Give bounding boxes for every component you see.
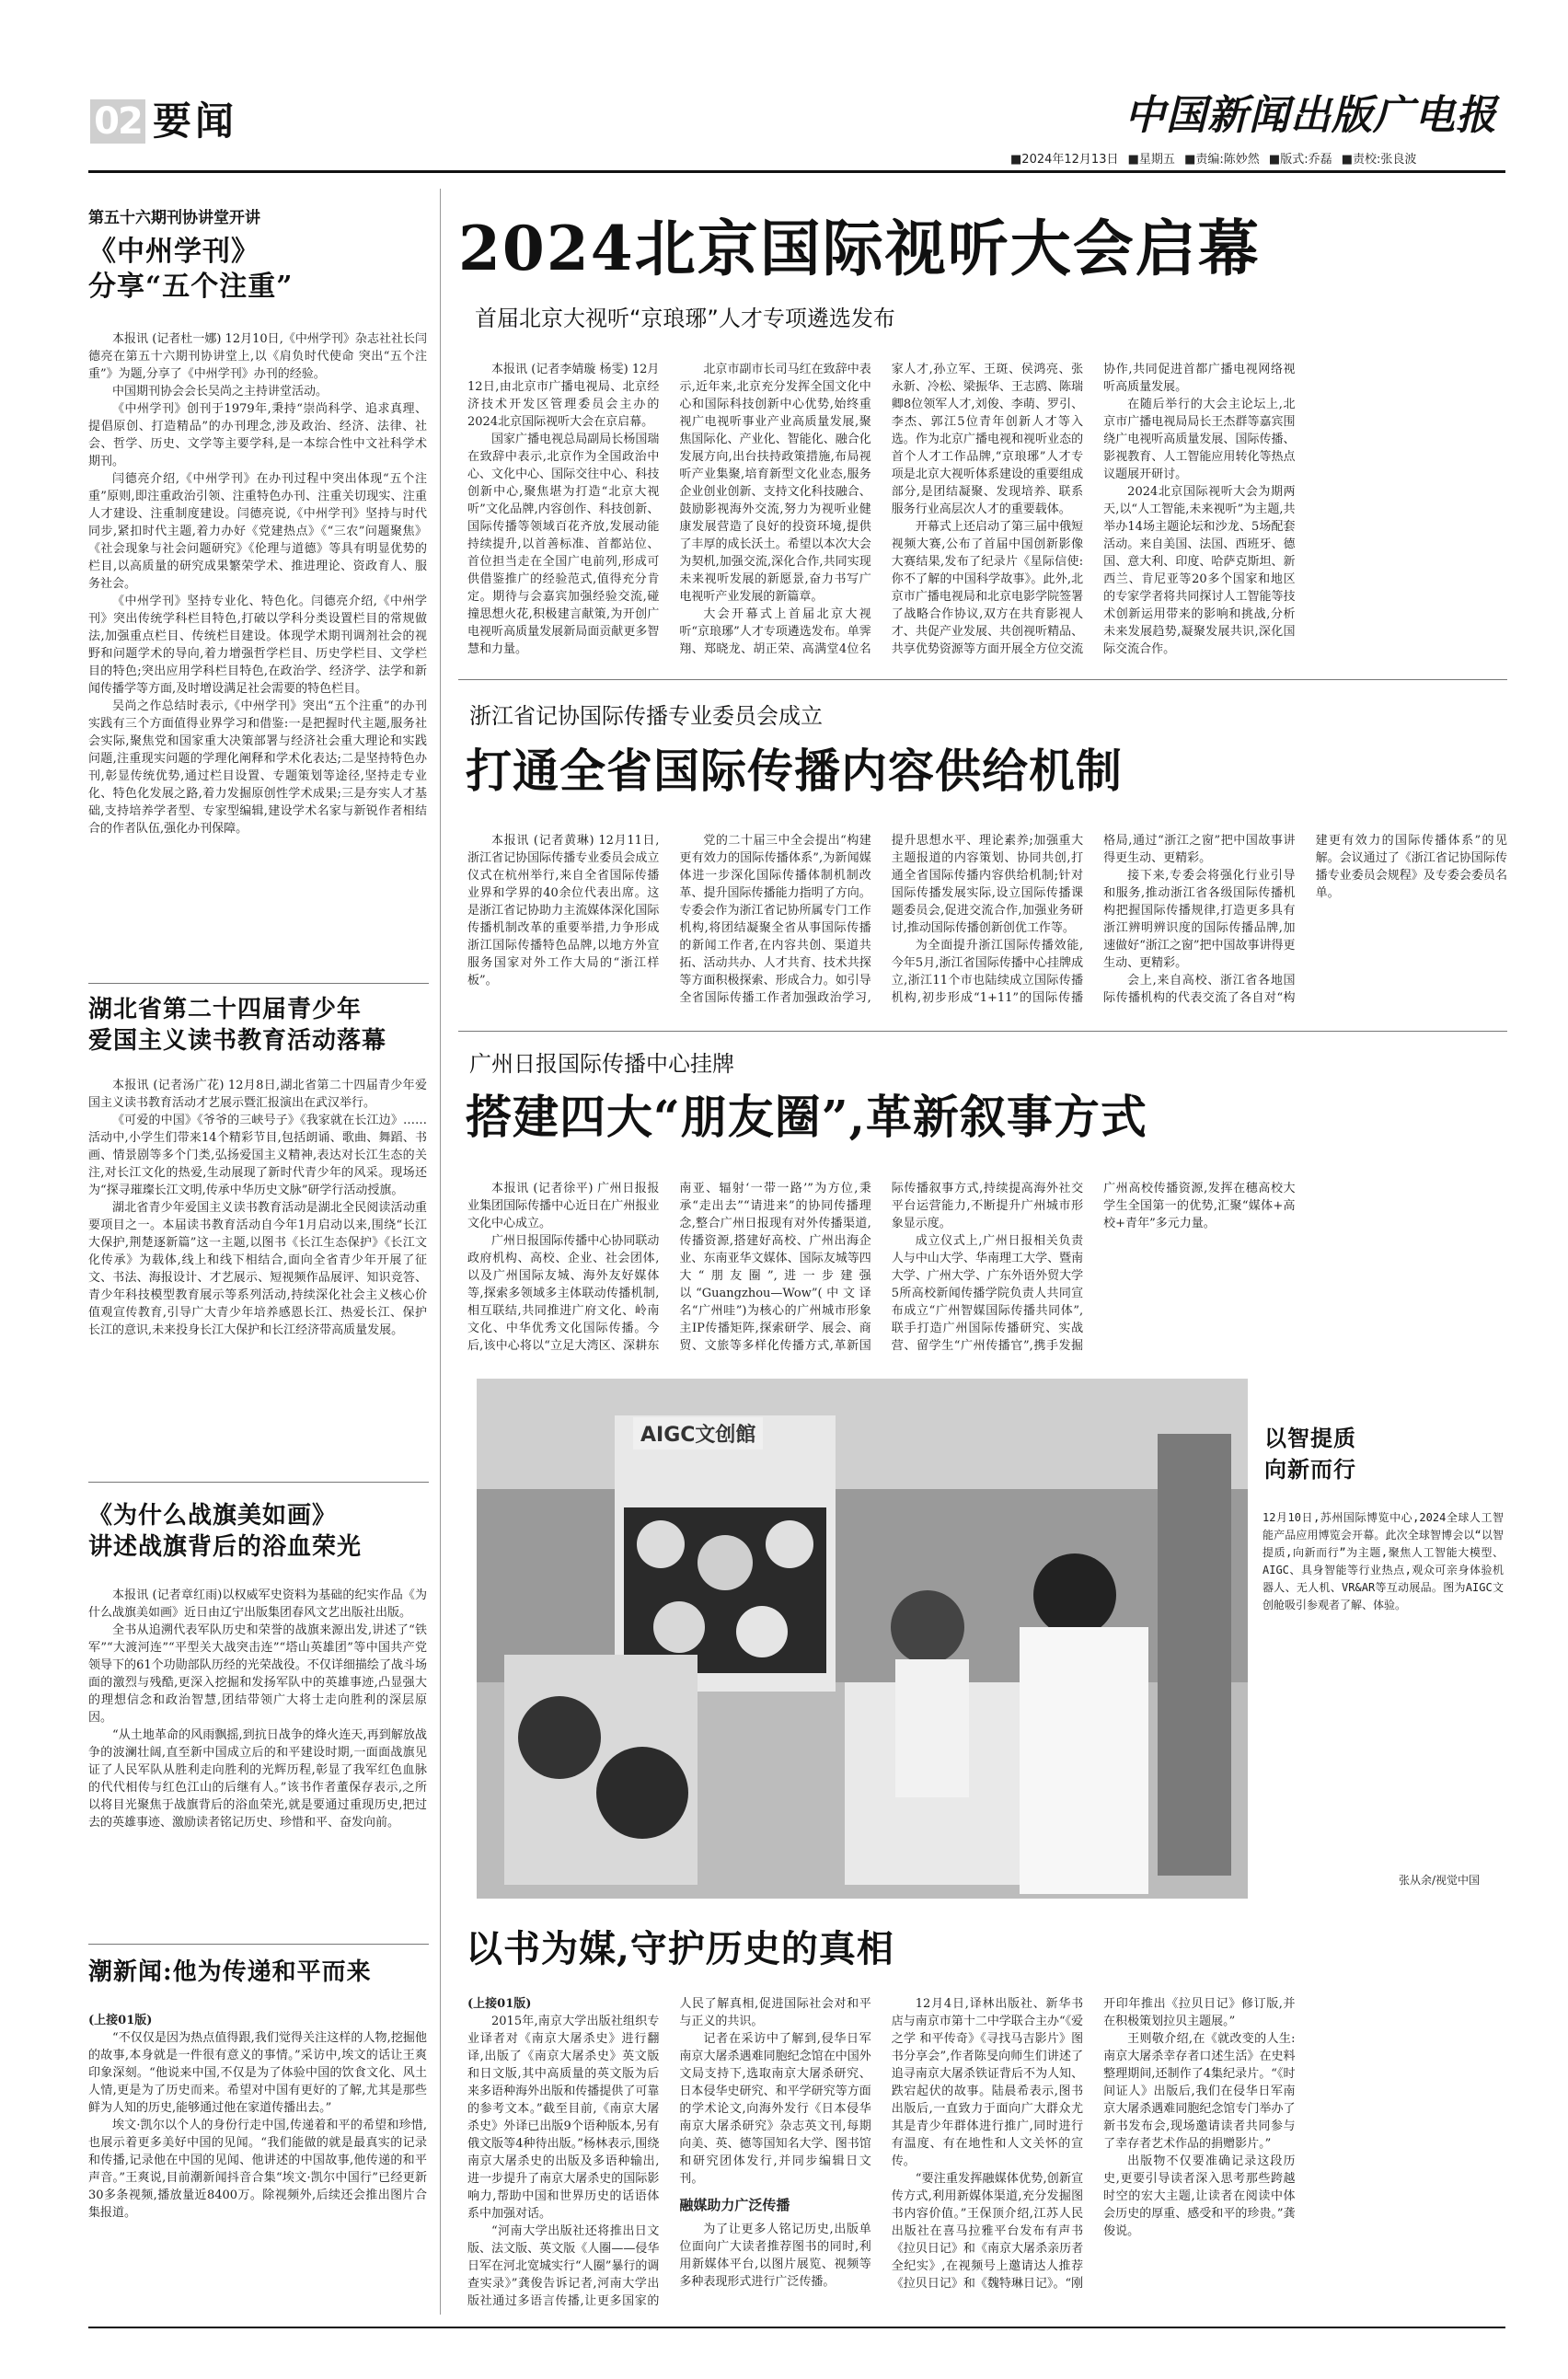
article-battle-flag [88, 1500, 427, 1942]
paragraph: 《中州学刊》坚持专业化、特色化。闫德亮介绍,《中州学刊》突出传统学科栏目特色,打破以学科分类设置栏目的常规做法,加强重点栏目、传统栏目建设。体现学术期刊调剂社会的视野和问题学术的导向,着力增强哲学栏目、历史学栏目、文学栏目的特色;突出应用学科栏目特色,在政治学、经济学、法学和新闻传播学等方面,及时增设满足社会需要的特色栏目。 [88, 595, 427, 696]
paragraph: 开幕式上还启动了第三届中俄短视频大赛,公布了首届中国创新影像大赛结果,发布了纪录片《星际信使:你不了解的中国科学故事》。此外,北京市广播电视局和北京电影学院签署了战略合作协议,双方在共育影视人才、共促产业发展、共创视听精品、共享优势资源等方面开展全方位交流协作,共同促进首都广播电视网络视听高质量发展。 [891, 363, 1296, 656]
article-title-line1: 《中州学刊》 [88, 236, 259, 268]
paragraph: 2015年,南京大学出版社组织专业译者对《南京大屠杀史》进行翻译,出版了《南京大屠杀史》英文版和日文版,其中高质量的英文版为后来多语种海外出版和传播提供了可靠的参考文本。”截至目前,《南京大屠杀史》外译已出版9个语种版本,另有俄文版等4种待出版。”杨林表示,围绕南京大屠杀史的出版及多语种输出,进一步提升了南京大屠杀史的国际影响力,帮助中国和世界历史的话语体系中加强对话。 [467, 2015, 660, 2221]
paragraph: “从土地革命的风雨飘摇,到抗日战争的烽火连天,再到解放战争的波澜壮阔,直至新中国成立后的和平建设时期,一面面战旗见证了人民军队从胜利走向胜利的光辉历程,彰显了我军红色血脉的代代相传与红色江山的后继有人。”该书作者董保存表示,之所以将目光聚焦于战旗背后的浴血荣光,就是要通过重现历史,把过去的英雄事迹、激励读者铭记历史、珍惜和平、奋发向前。 [88, 1728, 427, 1830]
paragraph: “要注重发挥融媒体优势,创新宣传方式,利用新媒体渠道,充分发掘图书内容价值。”王保顶介绍,江苏人民出版社在喜马拉雅平台发布有声书《拉贝日记》和《南京大屠杀亲历者全纪实》,在视频号上邀请达人推荐《拉贝日记》和《魏特琳日记》。“刚开印年推出《拉贝日记》修订版,并在积极策划拉贝主题展。” [891, 1997, 1296, 2291]
paragraph: 埃文·凯尔以个人的身份行走中国,传递着和平的希望和珍惜,也展示着更多美好中国的见闻。“我们能做的就是最真实的记录和传播,记录他在中国的见闻、他讲述的中国故事,他传递的和平声音。”王爽说,目前潮新闻抖音合集“埃文·凯尔中国行”已经更新30多条视频,播放量近8400万。除视频外,后续还会推出图片合集报道。 [88, 2119, 427, 2220]
paragraph: 在随后举行的大会主论坛上,北京市广播电视局局长王杰群等嘉宾围绕广电视听高质量发展、国际传播、影视教育、人工智能应用转化等热点议题展开研讨。 [1103, 398, 1296, 481]
masthead-rule [88, 170, 1505, 173]
article-body [88, 2029, 427, 2222]
paragraph: 广州日报国际传播中心协同联动政府机构、高校、企业、社会团体,以及广州国际友城、海外友好媒体等,探索多领域多主体联动传播机制,相互联结,共同推进广府文化、岭南文化、中华优秀文化国际传播。今后,该中心将以“立足大湾区、深耕东南亚、辐射‘一带一路’”为方位,秉承“走出去”“请进来”的协同传播理念,整合广州日报现有对外传播渠道,传播资源,搭建好高校、广州出海企业、东南亚华文媒体、国际友城等四大“朋友圈”,进一步建强以“Guangzhou—Wow”(中文译名“广州哇”)为核心的广州城市形象主IP传播矩阵,探索研学、展会、商贸、文旅等多样化传播方式,革新国际传播叙事方式,持续提高海外社交平台运营能力,不断提升广州城市形象显示度。 [467, 1182, 1084, 1353]
article-title-line2: 分享“五个注重” [88, 271, 294, 303]
article-headline: 打通全省国际传播内容供给机制 [466, 744, 1123, 798]
article-subhead: 融媒助力广泛传播 [679, 2197, 790, 2213]
footer-rule [88, 2327, 1505, 2328]
paragraph: “不仅仅是因为热点值得跟,我们觉得关注这样的人物,挖掘他的故事,本身就是一件很有意义的事情。”采访中,埃文的话让王爽印象深刻。“他说来中国,不仅是为了体验中国的饮食文化、风土人情,更是为了历史而来。希望对中国有更好的了解,尤其是那些鲜为人知的历史,能够通过他在家道传播出去。” [88, 2031, 427, 2115]
paragraph: 为了让更多人铭记历史,出版单位面向广大读者推荐图书的同时,利用新媒体平台,以图片展览、视频等多种表现形式进行广泛传播。 [679, 2223, 871, 2289]
article-chao-news [88, 1957, 427, 2315]
paragraph: “河南大学出版社还将推出日文版、法文版、英文版《人圈——侵华日军在河北宽城实行“人圈”暴行的调查实录》”龚俊告诉记者,河南大学出版社通过多语言传播,让更多国家的人民了解真相,促进国际社会对和平与正义的共识。 [467, 1997, 871, 2308]
paragraph: 湖北省青少年爱国主义读书教育活动是湖北全民阅读活动重要项目之一。本届读书教育活动自今年1月启动以来,围绕“长江大保护,荆楚逐新篇”这一主题,以图书《长江生态保护》《长江文化传承》为载体,线上和线下相结合,面向全省青少年开展了征文、书法、海报设计、才艺展示、短视频作品展评、知识竞答、青少年科技模型教育展示等系列活动,持续深化社会主义核心价值观宣传教育,引导广大青少年培养感恩长江、热爱长江、保护长江的意识,未来投身长江大保护和长江经济带高质量发展。 [88, 1201, 427, 1337]
lead-article-body [467, 361, 1507, 661]
photo-caption-title-line1: 以智提质 [1264, 1425, 1356, 1451]
paragraph: 12月4日,译林出版社、新华书店与南京市第十二中学联合主办“《爱之学 和平传奇》《寻找马吉影片》图书分享会”,作者陈旻向师生们讲述了追寻南京大屠杀铁证背后不为人知、跌宕起伏的故事。陆晨希表示,图书出版后,一直致力于面向广大群众尤其是青少年群体进行推广,同时进行有温度、有在地性和人文关怀的宣传。 [891, 1997, 1084, 2168]
article-zhongzhou [88, 207, 427, 980]
column-divider [440, 189, 441, 2315]
paragraph: 王则敬介绍,在《就改变的人生:南京大屠杀幸存者口述生活》在史料整理期间,还制作了4集纪录片。“《时间证人》出版后,我们在侵华日军南京大屠杀遇难同胞纪念馆专门举办了新书发布会,现场邀请读者共同参与了幸存者艺术作品的捐赠影片。” [1103, 2032, 1296, 2151]
paragraph: 本报讯 (记者杜一娜) 12月10日,《中州学刊》杂志社社长闫德亮在第五十六期刊协讲堂上,以《肩负时代使命 突出“五个注重”》为题,分享了《中州学刊》办刊的经验。 [88, 332, 427, 381]
paragraph: 成立仪式上,广州日报相关负责人与中山大学、华南理工大学、暨南大学、广州大学、广东外语外贸大学5所高校新闻传播学院负责人共同宣布成立“广州智媒国际传播共同体”,联手打造广州国际传播研究、实战营、留学生“广州传播官”,携手发掘广州高校传播资源,发挥在穗高校大学生全国第一的优势,汇聚“媒体+高校+青年”多元力量。 [891, 1182, 1296, 1353]
issue-weekday: ■星期五 [1127, 153, 1175, 167]
paragraph: 记者在采访中了解到,侵华日军南京大屠杀遇难同胞纪念馆在中国外文局支持下,选取南京大屠杀研究、日本侵华史研究、和平学研究等方面的学术论文,向海外发行《日本侵华南京大屠杀研究》杂志英文刊,每期向美、英、德等国知名大学、图书馆和研究团体发行,并同步编辑日文刊。 [679, 2032, 871, 2186]
paragraph: 本报讯 (记者黄琳) 12月11日,浙江省记协国际传播专业委员会成立仪式在杭州举行,来自全省国际传播业界和学界的40余位代表出席。这是浙江省记协助力主流媒体深化国际传播机制改革的重要举措,力争形成浙江国际传播特色品牌,以地方外宣服务国家对外工作大局的“浙江样板”。 [467, 834, 660, 987]
paragraph: 出版物不仅要准确记录这段历史,更要引导读者深入思考那些跨越时空的宏大主题,让读者在阅读中体会历史的厚重、感受和平的珍贵。”龚俊说。 [1103, 2154, 1296, 2238]
article-body [88, 1077, 427, 1339]
article-title-line2: 爱国主义读书教育活动落幕 [88, 1027, 387, 1055]
paragraph: 中国期刊协会会长吴尚之主持讲堂活动。 [112, 385, 329, 398]
photo-graphic [477, 1379, 1248, 1899]
article-body [88, 330, 427, 837]
divider [88, 983, 429, 984]
article-title: 潮新闻:他为传递和平而来 [88, 1958, 372, 1986]
news-photo [477, 1379, 1248, 1899]
paragraph: 为全面提升浙江国际传播效能,今年5月,浙江省国际传播中心挂牌成立,浙江11个市也陆续成立国际传播机构,初步形成“1+11”的国际传播格局,通过“浙江之窗”把中国故事讲得更生动、更精彩。 [891, 834, 1296, 1005]
paragraph: 全书从追溯代表军队历史和荣誉的战旗来源出发,讲述了“铁军”“大渡河连”“平型关大战突击连”“塔山英雄团”等中国共产党领导下的61个功勋部队历经的光荣战役。不仅详细描绘了战斗场面的激烈与残酷,更深入挖掘和发扬军队中的英雄事迹,凸显强大的理想信念和政治智慧,团结带领广大将士走向胜利的深层原因。 [88, 1623, 427, 1725]
page-number: 02 [90, 99, 145, 144]
article-title-line1: 《为什么战旗美如画》 [88, 1502, 338, 1530]
paragraph: 北京市副市长司马红在致辞中表示,近年来,北京充分发挥全国文化中心和国际科技创新中心优势,始终重视广电视听事业产业高质量发展,聚焦国际化、产业化、智能化、融合化发展方向,出台扶持政策措施,布局视听产业集聚,培育新型文化业态,服务企业创业创新、支持文化科技融合、鼓励影视海外交流,努力为视听业健康发展营造了良好的投资环境,提供了丰厚的成长沃土。希望以本次大会为契机,加强交流,深化合作,共同实现未来视听发展的新愿景,奋力书写广电视听产业发展的新篇章。 [679, 363, 871, 604]
article-kicker: 第五十六期刊协讲堂开讲 [88, 209, 260, 227]
lead-headline: 2024北京国际视听大会启幕 [458, 213, 1261, 284]
paragraph: 本报讯 (记者徐平) 广州日报报业集团国际传播中心近日在广州报业文化中心成立。 [467, 1182, 660, 1230]
divider [458, 1031, 1507, 1032]
photo-caption: 12月10日,苏州国际博览中心,2024全球人工智能产品应用博览会开幕。此次全球智博会以“以智提质,向新而行”为主题,聚焦人工智能大模型、AIGC、具身智能等行业热点,观众可亲身体验机器人、无人机、VR&AR等互动展品。图为AIGC文创舱吸引参观者了解、体验。 [1262, 1511, 1504, 1611]
article-headline: 以书为媒,守护历史的真相 [466, 1927, 894, 1970]
photo-credit: 张从余/视觉中国 [1399, 1874, 1481, 1887]
article-body [467, 1995, 1507, 2315]
paragraph: 本报讯 (记者李婧璇 杨雯) 12月12日,由北京市广播电视局、北京经济技术开发区管理委员会主办的2024北京国际视听大会在京启幕。 [467, 363, 660, 429]
issue-proof: ■责校:张良波 [1341, 153, 1417, 167]
paragraph: 2024北京国际视听大会为期两天,以“人工智能,未来视听”为主题,共举办14场主题论坛和沙龙、5场配套活动。来自美国、法国、西班牙、德国、意大利、印度、哈萨克斯坦、新西兰、肯尼亚等20多个国家和地区的专家学者将共同探讨人工智能等技术创新运用带来的影响和挑战,分析未来发展趋势,凝聚发展共识,深化国际交流合作。 [1103, 485, 1296, 656]
issue-layout: ■版式:乔磊 [1268, 153, 1332, 167]
article-body [88, 1587, 427, 1831]
issue-editor: ■责编:陈妙然 [1184, 153, 1260, 167]
divider [88, 1482, 429, 1483]
paragraph: 会上,来自高校、浙江省各地国际传播机构的代表交流了各自对“构建更有效力的国际传播体系”的见解。会议通过了《浙江省记协国际传播专业委员会规程》及专委会委员名单。 [1103, 834, 1507, 1005]
issue-date: ■2024年12月13日 [1010, 153, 1119, 167]
article-title-line2: 讲述战旗背后的浴血荣光 [88, 1533, 363, 1561]
article-headline: 搭建四大“朋友圈”,革新叙事方式 [466, 1090, 1147, 1144]
paragraph: 党的二十届三中全会提出“构建更有效力的国际传播体系”,为新闻媒体进一步深化国际传播体制机制改革、提升国际传播能力指明了方向。专委会作为浙江省记协所属专门工作机构,将团结凝聚全省从事国际传播的新闻工作者,在内容共创、渠道共拓、活动共办、人才共育、技术共探等方面积极探索、形成合力。如引导全省国际传播工作者加强政治学习,提升思想水平、理论素养;加强重大主题报道的内容策划、协同共创,打通全省国际传播内容供给机制;针对国际传播发展实际,设立国际传播课题委员会,促进交流合作,加强业务研讨,推动国际传播创新创优工作等。 [679, 834, 1084, 1005]
paper-name-logo: 中国新闻出版广电报 [1124, 92, 1497, 139]
photo-caption-title-line2: 向新而行 [1264, 1456, 1356, 1483]
article-kicker: 浙江省记协国际传播专业委员会成立 [469, 703, 823, 729]
paragraph: 本报讯 (记者汤广花) 12月8日,湖北省第二十四届青少年爱国主义读书教育活动才艺展示暨汇报演出在武汉举行。 [88, 1079, 427, 1110]
article-hubei [88, 994, 427, 1472]
article-continued-from: (上接01版) [467, 1997, 532, 2011]
divider [88, 1944, 429, 1945]
article-title-line1: 湖北省第二十四届青少年 [88, 996, 363, 1023]
paragraph: 《中州学刊》创刊于1979年,秉持“崇尚科学、追求真理、提倡原创、打造精品”的办刊理念,涉及政治、经济、法律、社会、哲学、历史、文学等主要学科,是一本综合性中文社科学术期刊。 [88, 402, 427, 468]
paragraph: 《可爱的中国》《爷爷的三峡号子》《我家就在长江边》……活动中,小学生们带来14个精彩节目,包括朗诵、歌曲、舞蹈、书画、情景剧等多个门类,弘扬爱国主义精神,表达对长江生态的关注,对长江文化的热爱,生动展现了新时代青少年的风采。现场还为“探寻璀璨长江文明,传承中华历史文脉”研学行活动授旗。 [88, 1114, 427, 1197]
divider [458, 679, 1507, 680]
article-body [467, 832, 1507, 1007]
article-continued-from: (上接01版) [88, 2014, 153, 2027]
section-name: 要闻 [153, 98, 238, 144]
paragraph: 吴尚之作总结时表示,《中州学刊》突出“五个注重”的办刊实践有三个方面值得业界学习和借鉴:一是把握时代主题,服务社会实际,聚焦党和国家重大决策部署与经济社会重大理论和实践问题,注重现实问题的学理化阐释和学术化表达;二是坚持特色办刊,彰显传统优势,通过栏目设置、专题策划等途径,坚持走专业化、特色化发展之路,着力发掘原创性学术成果;三是夯实人才基础,支持培养学者型、专家型编辑,建设学术名家与新锐作者相结合的作者队伍,强化办刊保障。 [88, 699, 427, 836]
paragraph: 接下来,专委会将强化行业引导和服务,推动浙江省各级国际传播机构把握国际传播规律,打造更多具有浙江辨明辨识度的国际传播品牌,加速做好“浙江之窗”把中国故事讲得更生动、更精彩。 [1103, 869, 1296, 970]
lead-subtitle: 首届北京大视听“京琅琊”人才专项遴选发布 [475, 306, 895, 331]
issue-info [1010, 149, 1416, 167]
article-body [467, 1180, 1507, 1355]
article-kicker: 广州日报国际传播中心挂牌 [469, 1051, 734, 1077]
paragraph: 闫德亮介绍,《中州学刊》在办刊过程中突出体现“五个注重”原则,即注重政治引领、注重特色办刊、注重关切现实、注重人才建设、注重制度建设。闫德亮说,《中州学刊》坚持与时代同步,紧扣时代主题,着力办好《党建热点》《“三农”问题聚焦》《社会现象与社会问题研究》《伦理与道德》等具有明显优势的栏目,以高质量的研究成果繁荣学术、推进理论、资政育人、服务社会。 [88, 472, 427, 591]
paragraph: 本报讯 (记者章红雨)以权威军史资料为基础的纪实作品《为什么战旗美如画》近日由辽宁出版集团春风文艺出版社出版。 [88, 1588, 427, 1620]
booth-sign: AIGC文创館 [633, 1417, 763, 1449]
paragraph: 国家广播电视总局副局长杨国瑞在致辞中表示,北京作为全国政治中心、文化中心、国际交往中心、科技创新中心,聚焦堪为打造“北京大视听”文化品牌,内容创作、科技创新、国际传播等领域百花齐放,发展动能持续提升,以首善标准、首都站位、首位担当走在全国广电前列,形成可供借鉴推广的经验范式,值得充分肯定。期待与会嘉宾加强经验交流,碰撞思想火花,积极建言献策,为开创广电视听高质量发展新局面贡献更多智慧和力量。 [467, 433, 660, 656]
paragraph: 大会开幕式上首届北京大视听“京琅琊”人才专项遴选发布。单霁翔、郑晓龙、胡正荣、高满堂4位名家人才,孙立军、王斑、侯鸿亮、张永新、冷松、梁振华、王志鸥、陈瑞卿8位领军人才,刘俊、李萌、罗引、李杰、郭江5位青年创新人才等入选。作为北京广播电视和视听业态的首个人才工作品牌,“京琅琊”人才专项是北京大视听体系建设的重要组成部分,是团结凝聚、发现培养、联系服务行业高层次人才的重要载体。 [679, 363, 1084, 656]
